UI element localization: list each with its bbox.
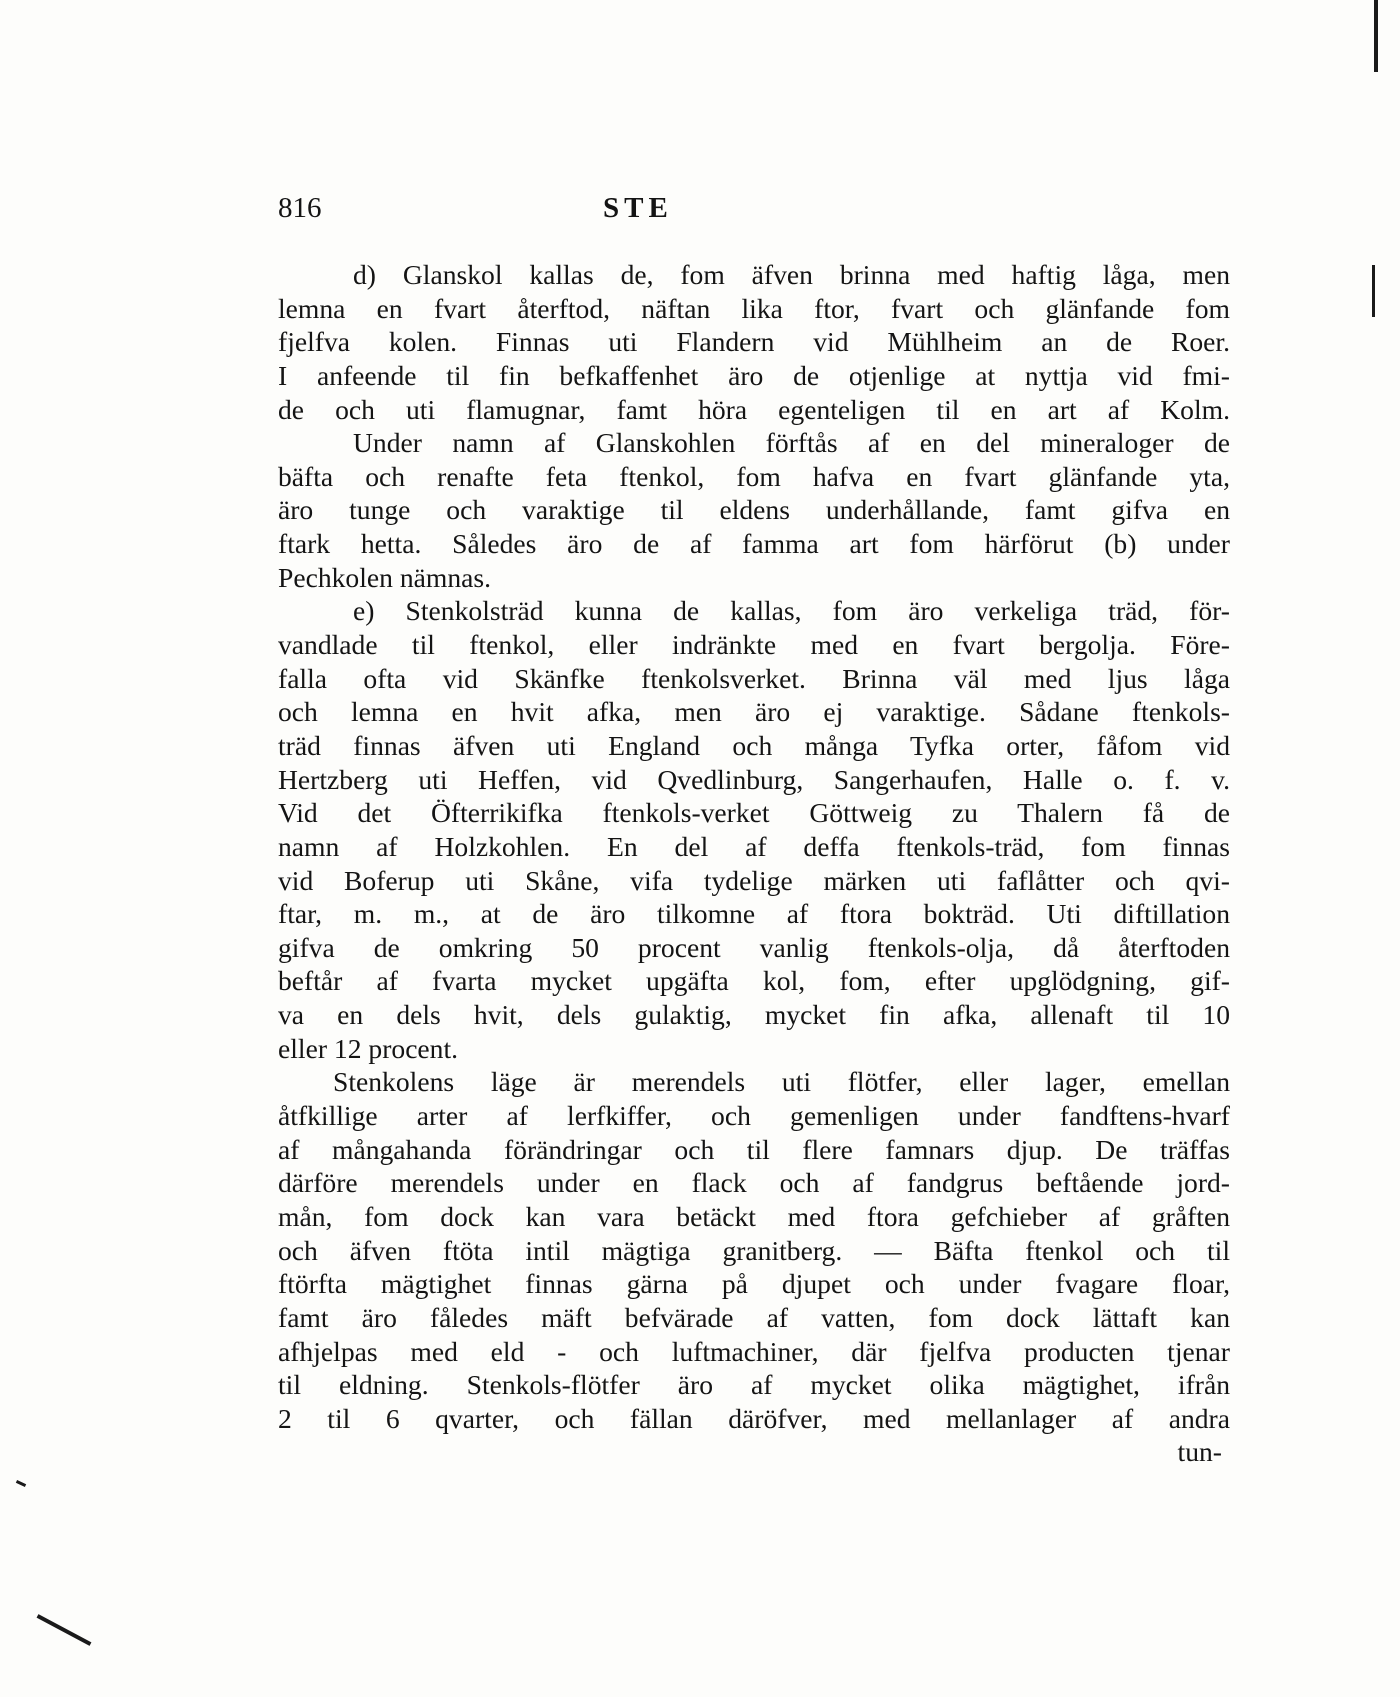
text-line: Vid det Öfterrikifka ftenkols-verket Göttweig zu Thalern få de [278, 797, 1230, 829]
scan-smudge-bottom-left [37, 1614, 92, 1646]
running-head: STE [603, 192, 673, 224]
text-line: mån, fom dock kan vara betäckt med ftora gefchieber af gråften [278, 1200, 1230, 1232]
text-line: de och uti flamugnar, famt höra egenteligen til en art af Kolm. [278, 393, 1230, 425]
text-line: åtfkillige arter af lerfkiffer, och gemenligen under fandftens-hvarf [278, 1100, 1230, 1132]
text-line: gifva de omkring 50 procent vanlig ftenkols-olja, då återftoden [278, 931, 1230, 963]
text-line: Pechkolen nämnas. [278, 561, 492, 593]
text-line: Hertzberg uti Heffen, vid Qvedlinburg, Sangerhaufen, Halle o. f. v. [278, 763, 1230, 795]
body-text [278, 258, 1230, 1469]
scan-edge-mark-top-right [1374, 0, 1378, 72]
catchword: tun- [1177, 1436, 1222, 1468]
text-line: Under namn af Glanskohlen förftås af en del mineraloger de [353, 427, 1230, 459]
text-line: äro tunge och varaktige til eldens underhållande, famt gifva en [278, 494, 1230, 526]
text-line: 2 til 6 qvarter, och fällan däröfver, med mellanlager af andra [278, 1402, 1230, 1434]
text-line: famt äro fåledes mäft befvärade af vatten, fom dock lättaft kan [278, 1301, 1230, 1333]
text-line: ftark hetta. Således äro de af famma art fom härförut (b) under [278, 528, 1230, 560]
text-line: namn af Holzkohlen. En del af deffa ftenkols-träd, fom finnas [278, 830, 1230, 862]
text-line: beftår af fvarta mycket upgäfta kol, fom, efter upglödgning, gif- [278, 965, 1230, 997]
page-number: 816 [278, 192, 322, 224]
scan-edge-mark-right [1372, 265, 1375, 317]
text-line: ftar, m. m., at de äro tilkomne af ftora bokträd. Uti diftillation [278, 898, 1230, 930]
text-line: va en dels hvit, dels gulaktig, mycket fin afka, allenaft til 10 [278, 999, 1230, 1031]
text-line: Stenkolens läge är merendels uti flötfer, eller lager, emellan [333, 1066, 1230, 1098]
text-line: eller 12 procent. [278, 1032, 459, 1064]
text-line: fjelfva kolen. Finnas uti Flandern vid Mühlheim an de Roer. [278, 326, 1230, 358]
text-line: och äfven ftöta intil mägtiga granitberg. — Bäfta ftenkol och til [278, 1234, 1230, 1266]
text-line: och lemna en hvit afka, men äro ej varaktige. Sådane ftenkols- [278, 696, 1230, 728]
text-line: vid Boferup uti Skåne, vifa tydelige märken uti faflåtter och qvi- [278, 864, 1230, 896]
text-line: bäfta och renafte feta ftenkol, fom hafva en fvart glänfande yta, [278, 460, 1230, 492]
text-line: ftörfta mägtighet finnas gärna på djupet och under fvagare floar, [278, 1268, 1230, 1300]
text-line: falla ofta vid Skänfke ftenkolsverket. Brinna väl med ljus låga [278, 662, 1230, 694]
text-line: d) Glanskol kallas de, fom äfven brinna med haftig låga, men [353, 259, 1230, 290]
text-line: vandlade til ftenkol, eller indränkte med en fvart bergolja. Före- [278, 629, 1230, 661]
text-line: lemna en fvart återftod, näftan lika ftor, fvart och glänfande fom [278, 292, 1230, 324]
text-line: af mångahanda förändringar och til flere famnars djup. De träffas [278, 1133, 1230, 1165]
scan-speck-left [16, 1480, 26, 1487]
text-line: träd finnas äfven uti England och många Tyfka orter, fåfom vid [278, 729, 1230, 761]
text-line: afhjelpas med eld - och luftmachiner, där fjelfva producten tjenar [278, 1335, 1230, 1367]
text-line: til eldning. Stenkols-flötfer äro af mycket olika mägtighet, ifrån [278, 1369, 1230, 1401]
text-line: I anfeende til fin befkaffenhet äro de otjenlige at nyttja vid fmi- [278, 359, 1230, 391]
text-line: e) Stenkolsträd kunna de kallas, fom äro verkeliga träd, för- [353, 595, 1230, 627]
text-line: därföre merendels under en flack och af fandgrus beftående jord- [278, 1167, 1230, 1199]
page-header [278, 192, 1232, 232]
